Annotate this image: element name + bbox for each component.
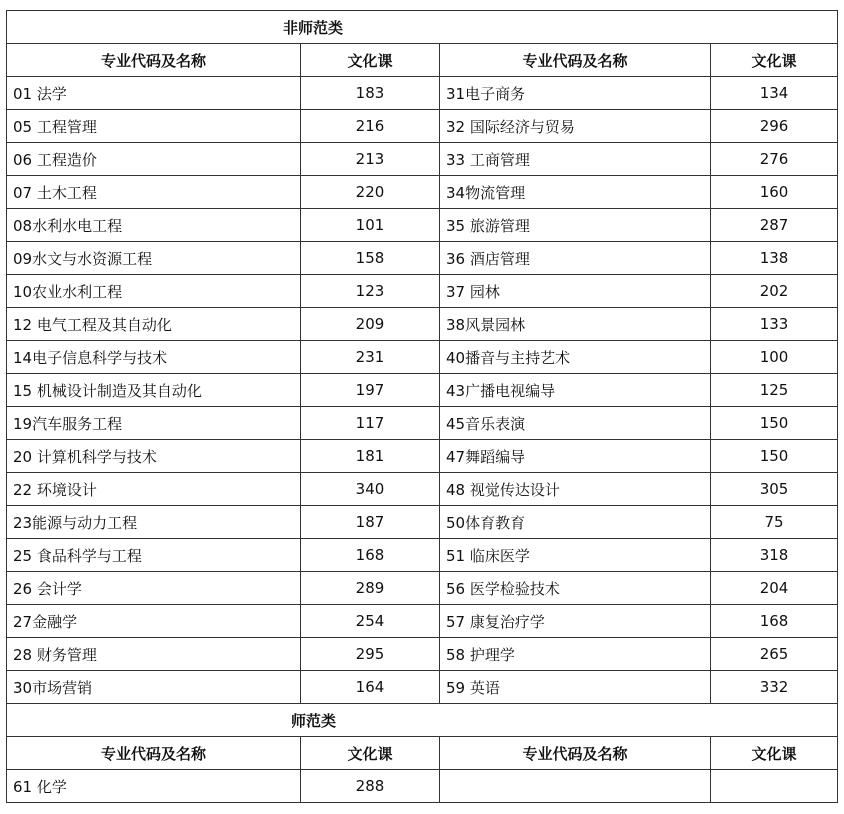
major-name-cell: 43广播电视编导 bbox=[440, 374, 711, 407]
score-cell: 296 bbox=[711, 110, 838, 143]
header-row bbox=[7, 44, 838, 77]
score-cell: 133 bbox=[711, 308, 838, 341]
column-header: 文化课 bbox=[711, 737, 838, 770]
section-title-row bbox=[7, 11, 838, 44]
major-name-cell: 01 法学 bbox=[7, 77, 301, 110]
table-row bbox=[7, 506, 838, 539]
major-name-cell bbox=[440, 770, 711, 803]
major-name-cell: 10农业水利工程 bbox=[7, 275, 301, 308]
major-name-cell: 23能源与动力工程 bbox=[7, 506, 301, 539]
score-cell: 187 bbox=[301, 506, 440, 539]
score-cell: 168 bbox=[711, 605, 838, 638]
major-name-cell: 09水文与水资源工程 bbox=[7, 242, 301, 275]
major-name-cell: 25 食品科学与工程 bbox=[7, 539, 301, 572]
major-name-cell: 06 工程造价 bbox=[7, 143, 301, 176]
score-cell: 202 bbox=[711, 275, 838, 308]
major-name-cell: 26 会计学 bbox=[7, 572, 301, 605]
table-row bbox=[7, 308, 838, 341]
section-title-row bbox=[7, 704, 838, 737]
major-name-cell: 47舞蹈编导 bbox=[440, 440, 711, 473]
section-title-text: 非师范类 bbox=[283, 18, 344, 37]
score-cell: 101 bbox=[301, 209, 440, 242]
section-title bbox=[7, 11, 838, 44]
score-cell: 318 bbox=[711, 539, 838, 572]
score-cell: 150 bbox=[711, 440, 838, 473]
major-name-cell: 35 旅游管理 bbox=[440, 209, 711, 242]
column-header: 专业代码及名称 bbox=[7, 44, 301, 77]
score-cell: 183 bbox=[301, 77, 440, 110]
table-row bbox=[7, 275, 838, 308]
score-cell: 168 bbox=[301, 539, 440, 572]
score-cell: 158 bbox=[301, 242, 440, 275]
major-name-cell: 36 酒店管理 bbox=[440, 242, 711, 275]
major-name-cell: 31电子商务 bbox=[440, 77, 711, 110]
major-name-cell: 51 临床医学 bbox=[440, 539, 711, 572]
major-name-cell: 27金融学 bbox=[7, 605, 301, 638]
major-name-cell: 12 电气工程及其自动化 bbox=[7, 308, 301, 341]
major-name-cell: 37 园林 bbox=[440, 275, 711, 308]
major-name-cell: 48 视觉传达设计 bbox=[440, 473, 711, 506]
score-cell: 340 bbox=[301, 473, 440, 506]
column-header: 专业代码及名称 bbox=[440, 44, 711, 77]
header-row bbox=[7, 737, 838, 770]
column-header: 专业代码及名称 bbox=[440, 737, 711, 770]
table-row bbox=[7, 407, 838, 440]
table-row bbox=[7, 176, 838, 209]
score-cell: 287 bbox=[711, 209, 838, 242]
table-row bbox=[7, 341, 838, 374]
major-name-cell: 38风景园林 bbox=[440, 308, 711, 341]
major-name-cell: 20 计算机科学与技术 bbox=[7, 440, 301, 473]
score-cell: 209 bbox=[301, 308, 440, 341]
score-cell: 123 bbox=[301, 275, 440, 308]
table-row bbox=[7, 143, 838, 176]
section-title bbox=[7, 704, 838, 737]
table-row bbox=[7, 209, 838, 242]
column-header: 文化课 bbox=[301, 737, 440, 770]
score-cell: 197 bbox=[301, 374, 440, 407]
score-cell: 204 bbox=[711, 572, 838, 605]
major-name-cell: 28 财务管理 bbox=[7, 638, 301, 671]
table-row bbox=[7, 110, 838, 143]
table-row bbox=[7, 242, 838, 275]
table-row bbox=[7, 605, 838, 638]
major-name-cell: 19汽车服务工程 bbox=[7, 407, 301, 440]
score-cell: 100 bbox=[711, 341, 838, 374]
score-cell: 117 bbox=[301, 407, 440, 440]
major-name-cell: 22 环境设计 bbox=[7, 473, 301, 506]
major-name-cell: 08水利水电工程 bbox=[7, 209, 301, 242]
score-cell: 160 bbox=[711, 176, 838, 209]
major-name-cell: 40播音与主持艺术 bbox=[440, 341, 711, 374]
major-name-cell: 59 英语 bbox=[440, 671, 711, 704]
score-cell: 231 bbox=[301, 341, 440, 374]
major-name-cell: 15 机械设计制造及其自动化 bbox=[7, 374, 301, 407]
score-cell: 181 bbox=[301, 440, 440, 473]
score-cell: 288 bbox=[301, 770, 440, 803]
major-name-cell: 05 工程管理 bbox=[7, 110, 301, 143]
column-header: 文化课 bbox=[711, 44, 838, 77]
section-title-text: 师范类 bbox=[291, 711, 337, 730]
score-table bbox=[6, 10, 838, 803]
major-name-cell: 61 化学 bbox=[7, 770, 301, 803]
score-cell: 216 bbox=[301, 110, 440, 143]
major-name-cell: 56 医学检验技术 bbox=[440, 572, 711, 605]
column-header: 专业代码及名称 bbox=[7, 737, 301, 770]
major-name-cell: 45音乐表演 bbox=[440, 407, 711, 440]
score-cell: 289 bbox=[301, 572, 440, 605]
score-cell: 295 bbox=[301, 638, 440, 671]
score-cell: 305 bbox=[711, 473, 838, 506]
major-name-cell: 07 土木工程 bbox=[7, 176, 301, 209]
score-cell: 332 bbox=[711, 671, 838, 704]
table-row bbox=[7, 440, 838, 473]
score-cell: 254 bbox=[301, 605, 440, 638]
major-name-cell: 57 康复治疗学 bbox=[440, 605, 711, 638]
table-row bbox=[7, 770, 838, 803]
score-cell: 213 bbox=[301, 143, 440, 176]
score-cell: 150 bbox=[711, 407, 838, 440]
score-cell: 75 bbox=[711, 506, 838, 539]
table-row bbox=[7, 539, 838, 572]
major-name-cell: 34物流管理 bbox=[440, 176, 711, 209]
table-row bbox=[7, 671, 838, 704]
column-header: 文化课 bbox=[301, 44, 440, 77]
score-cell: 125 bbox=[711, 374, 838, 407]
table-row bbox=[7, 473, 838, 506]
score-cell: 276 bbox=[711, 143, 838, 176]
score-cell bbox=[711, 770, 838, 803]
score-cell: 138 bbox=[711, 242, 838, 275]
score-cell: 164 bbox=[301, 671, 440, 704]
score-cell: 220 bbox=[301, 176, 440, 209]
score-cell: 265 bbox=[711, 638, 838, 671]
major-name-cell: 58 护理学 bbox=[440, 638, 711, 671]
table-row bbox=[7, 374, 838, 407]
major-name-cell: 30市场营销 bbox=[7, 671, 301, 704]
score-cell: 134 bbox=[711, 77, 838, 110]
table-row bbox=[7, 572, 838, 605]
major-name-cell: 50体育教育 bbox=[440, 506, 711, 539]
major-name-cell: 32 国际经济与贸易 bbox=[440, 110, 711, 143]
major-name-cell: 33 工商管理 bbox=[440, 143, 711, 176]
table-row bbox=[7, 77, 838, 110]
major-name-cell: 14电子信息科学与技术 bbox=[7, 341, 301, 374]
table-row bbox=[7, 638, 838, 671]
